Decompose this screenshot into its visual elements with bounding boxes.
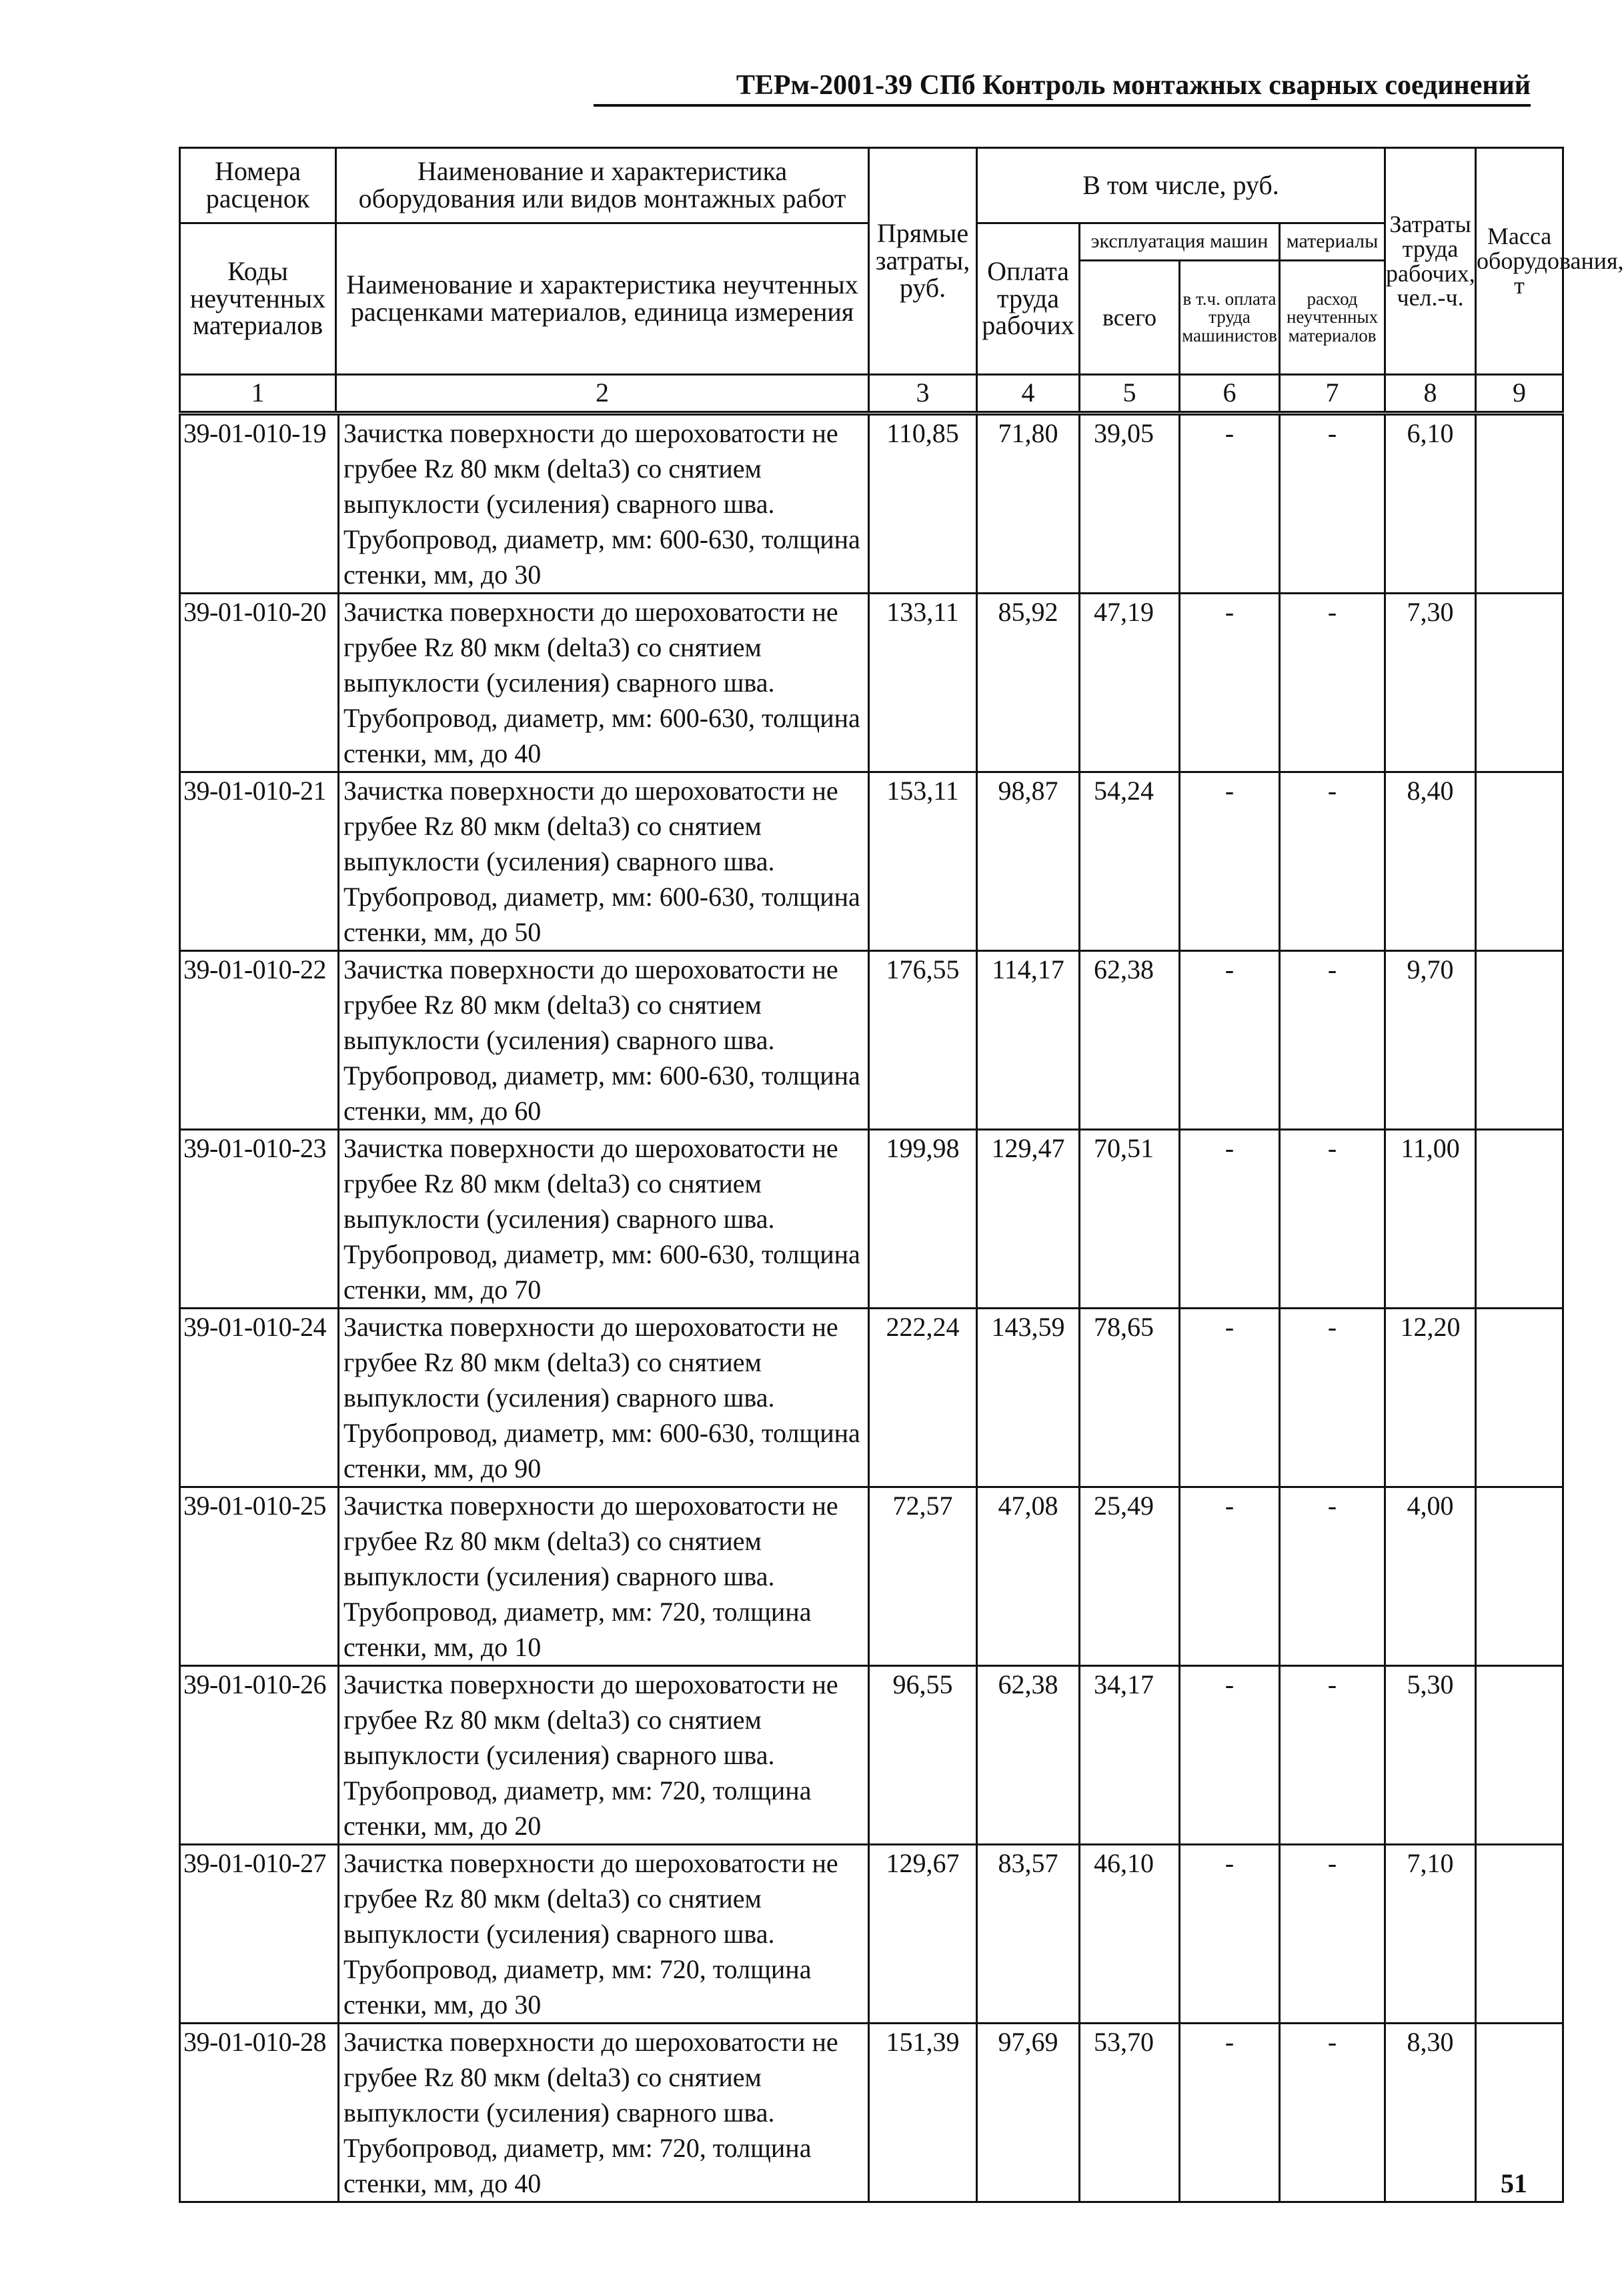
material-consumption-cell: - — [1280, 951, 1385, 1130]
work-description-cell: Зачистка поверхности до шероховатости не грубее Rz 80 мкм (delta3) со снятием выпуклости (усиления) сварного шва. Трубопровод, диаметр, мм: 600-630, толщина стенки, мм, до 70 — [339, 1130, 869, 1309]
table-row — [180, 594, 1563, 772]
direct-costs-cell: 72,57 — [869, 1487, 977, 1666]
worker-pay-cell: 47,08 — [977, 1487, 1080, 1666]
direct-costs-cell: 222,24 — [869, 1309, 977, 1487]
rate-code-cell: 39-01-010-22 — [180, 951, 339, 1130]
labor-hours-cell: 7,30 — [1385, 594, 1476, 772]
header-rate-numbers: Номера расценок — [180, 148, 336, 223]
material-consumption-cell: - — [1280, 772, 1385, 951]
machinist-pay-cell: - — [1180, 951, 1280, 1130]
direct-costs-cell: 151,39 — [869, 2024, 977, 2202]
equipment-mass-cell — [1476, 1309, 1563, 1487]
machines-total-cell: 53,70 — [1080, 2024, 1180, 2202]
equipment-mass-cell — [1476, 594, 1563, 772]
machinist-pay-cell: - — [1180, 1487, 1280, 1666]
worker-pay-cell: 129,47 — [977, 1130, 1080, 1309]
table-row — [180, 1309, 1563, 1487]
rate-code-cell: 39-01-010-26 — [180, 1666, 339, 1845]
direct-costs-cell: 96,55 — [869, 1666, 977, 1845]
header-material-name: Наименование и характеристика неучтенных расценками материалов, единица измерения — [336, 223, 869, 375]
equipment-mass-cell — [1476, 1130, 1563, 1309]
rate-code-cell: 39-01-010-23 — [180, 1130, 339, 1309]
header-work-name: Наименование и характеристика оборудования или видов монтажных работ — [336, 148, 869, 223]
column-number-cell: 5 — [1080, 375, 1180, 412]
machines-total-cell: 54,24 — [1080, 772, 1180, 951]
document-title: ТЕРм-2001-39 СПб Контроль монтажных сварных соединений — [736, 70, 1531, 101]
machinist-pay-cell: - — [1180, 772, 1280, 951]
worker-pay-cell: 98,87 — [977, 772, 1080, 951]
header-labor-hours: Затраты труда рабочих, чел.-ч. — [1385, 148, 1476, 375]
rate-code-cell: 39-01-010-28 — [180, 2024, 339, 2202]
table-row — [180, 415, 1563, 594]
machines-total-cell: 39,05 — [1080, 415, 1180, 594]
column-number-cell: 4 — [977, 375, 1080, 412]
machinist-pay-cell: - — [1180, 415, 1280, 594]
header-material-consumption: расход неучтенных материалов — [1280, 261, 1385, 375]
rate-code-cell: 39-01-010-19 — [180, 415, 339, 594]
work-description-cell: Зачистка поверхности до шероховатости не грубее Rz 80 мкм (delta3) со снятием выпуклости (усиления) сварного шва. Трубопровод, диаметр, мм: 600-630, толщина стенки, мм, до 60 — [339, 951, 869, 1130]
work-description-cell: Зачистка поверхности до шероховатости не грубее Rz 80 мкм (delta3) со снятием выпуклости (усиления) сварного шва. Трубопровод, диаметр, мм: 600-630, толщина стенки, мм, до 90 — [339, 1309, 869, 1487]
worker-pay-cell: 62,38 — [977, 1666, 1080, 1845]
column-number-cell: 1 — [180, 375, 336, 412]
column-number-cell: 7 — [1280, 375, 1385, 412]
material-consumption-cell: - — [1280, 1666, 1385, 1845]
worker-pay-cell: 85,92 — [977, 594, 1080, 772]
page-number: 51 — [1501, 2168, 1527, 2198]
rates-table — [179, 414, 1564, 2203]
machines-total-cell: 62,38 — [1080, 951, 1180, 1130]
direct-costs-cell: 129,67 — [869, 1845, 977, 2024]
equipment-mass-cell — [1476, 1845, 1563, 2024]
machines-total-cell: 34,17 — [1080, 1666, 1180, 1845]
equipment-mass-cell — [1476, 415, 1563, 594]
work-description-cell: Зачистка поверхности до шероховатости не грубее Rz 80 мкм (delta3) со снятием выпуклости (усиления) сварного шва. Трубопровод, диаметр, мм: 720, толщина стенки, мм, до 40 — [339, 2024, 869, 2202]
machinist-pay-cell: - — [1180, 1845, 1280, 2024]
work-description-cell: Зачистка поверхности до шероховатости не грубее Rz 80 мкм (delta3) со снятием выпуклости (усиления) сварного шва. Трубопровод, диаметр, мм: 600-630, толщина стенки, мм, до 30 — [339, 415, 869, 594]
column-number-cell: 3 — [869, 375, 977, 412]
table-row — [180, 1487, 1563, 1666]
material-consumption-cell: - — [1280, 415, 1385, 594]
work-description-cell: Зачистка поверхности до шероховатости не грубее Rz 80 мкм (delta3) со снятием выпуклости (усиления) сварного шва. Трубопровод, диаметр, мм: 720, толщина стенки, мм, до 10 — [339, 1487, 869, 1666]
material-consumption-cell: - — [1280, 1309, 1385, 1487]
table-row — [180, 1130, 1563, 1309]
table-row — [180, 1666, 1563, 1845]
material-consumption-cell: - — [1280, 1130, 1385, 1309]
table-row — [180, 1845, 1563, 2024]
column-number-cell: 8 — [1385, 375, 1476, 412]
machines-total-cell: 70,51 — [1080, 1130, 1180, 1309]
work-description-cell: Зачистка поверхности до шероховатости не грубее Rz 80 мкм (delta3) со снятием выпуклости (усиления) сварного шва. Трубопровод, диаметр, мм: 600-630, толщина стенки, мм, до 40 — [339, 594, 869, 772]
machines-total-cell: 47,19 — [1080, 594, 1180, 772]
table-row — [180, 951, 1563, 1130]
labor-hours-cell: 11,00 — [1385, 1130, 1476, 1309]
equipment-mass-cell — [1476, 1666, 1563, 1845]
machinist-pay-cell: - — [1180, 594, 1280, 772]
labor-hours-cell: 8,30 — [1385, 2024, 1476, 2202]
direct-costs-cell: 176,55 — [869, 951, 977, 1130]
column-number-cell: 9 — [1476, 375, 1563, 412]
material-consumption-cell: - — [1280, 2024, 1385, 2202]
header-equipment-mass: Масса оборудования, т — [1476, 148, 1563, 375]
header-worker-pay: Оплата труда рабочих — [977, 223, 1080, 375]
direct-costs-cell: 199,98 — [869, 1130, 977, 1309]
work-description-cell: Зачистка поверхности до шероховатости не грубее Rz 80 мкм (delta3) со снятием выпуклости (усиления) сварного шва. Трубопровод, диаметр, мм: 720, толщина стенки, мм, до 20 — [339, 1666, 869, 1845]
rate-code-cell: 39-01-010-27 — [180, 1845, 339, 2024]
equipment-mass-cell — [1476, 1487, 1563, 1666]
rate-code-cell: 39-01-010-25 — [180, 1487, 339, 1666]
worker-pay-cell: 83,57 — [977, 1845, 1080, 2024]
equipment-mass-cell — [1476, 951, 1563, 1130]
machinist-pay-cell: - — [1180, 1309, 1280, 1487]
machinist-pay-cell: - — [1180, 1666, 1280, 1845]
column-number-row — [180, 375, 1563, 412]
rate-code-cell: 39-01-010-21 — [180, 772, 339, 951]
machines-total-cell: 25,49 — [1080, 1487, 1180, 1666]
worker-pay-cell: 71,80 — [977, 415, 1080, 594]
machinist-pay-cell: - — [1180, 1130, 1280, 1309]
worker-pay-cell: 114,17 — [977, 951, 1080, 1130]
column-header-table — [179, 147, 1624, 413]
labor-hours-cell: 7,10 — [1385, 1845, 1476, 2024]
column-number-cell: 2 — [336, 375, 869, 412]
machinist-pay-cell: - — [1180, 2024, 1280, 2202]
labor-hours-cell: 5,30 — [1385, 1666, 1476, 1845]
header-material-codes: Коды неучтенных материалов — [180, 223, 336, 375]
rate-code-cell: 39-01-010-24 — [180, 1309, 339, 1487]
labor-hours-cell: 4,00 — [1385, 1487, 1476, 1666]
worker-pay-cell: 97,69 — [977, 2024, 1080, 2202]
labor-hours-cell: 8,40 — [1385, 772, 1476, 951]
worker-pay-cell: 143,59 — [977, 1309, 1080, 1487]
labor-hours-cell: 6,10 — [1385, 415, 1476, 594]
header-materials: материалы — [1280, 223, 1385, 261]
column-number-cell: 6 — [1180, 375, 1280, 412]
material-consumption-cell: - — [1280, 1487, 1385, 1666]
direct-costs-cell: 133,11 — [869, 594, 977, 772]
machines-total-cell: 46,10 — [1080, 1845, 1180, 2024]
header-machinist-pay: в т.ч. оплата труда машинистов — [1180, 261, 1280, 375]
work-description-cell: Зачистка поверхности до шероховатости не грубее Rz 80 мкм (delta3) со снятием выпуклости (усиления) сварного шва. Трубопровод, диаметр, мм: 600-630, толщина стенки, мм, до 50 — [339, 772, 869, 951]
header-including: В том числе, руб. — [977, 148, 1385, 223]
labor-hours-cell: 9,70 — [1385, 951, 1476, 1130]
work-description-cell: Зачистка поверхности до шероховатости не грубее Rz 80 мкм (delta3) со снятием выпуклости (усиления) сварного шва. Трубопровод, диаметр, мм: 720, толщина стенки, мм, до 30 — [339, 1845, 869, 2024]
header-machine-operation: эксплуатация машин — [1080, 223, 1280, 261]
header-direct-costs: Прямые затраты, руб. — [869, 148, 977, 375]
header-machines-total: всего — [1080, 261, 1180, 375]
table-row — [180, 772, 1563, 951]
running-header — [594, 69, 1531, 107]
machines-total-cell: 78,65 — [1080, 1309, 1180, 1487]
direct-costs-cell: 153,11 — [869, 772, 977, 951]
labor-hours-cell: 12,20 — [1385, 1309, 1476, 1487]
direct-costs-cell: 110,85 — [869, 415, 977, 594]
table-row — [180, 2024, 1563, 2202]
material-consumption-cell: - — [1280, 594, 1385, 772]
material-consumption-cell: - — [1280, 1845, 1385, 2024]
rate-code-cell: 39-01-010-20 — [180, 594, 339, 772]
equipment-mass-cell — [1476, 772, 1563, 951]
